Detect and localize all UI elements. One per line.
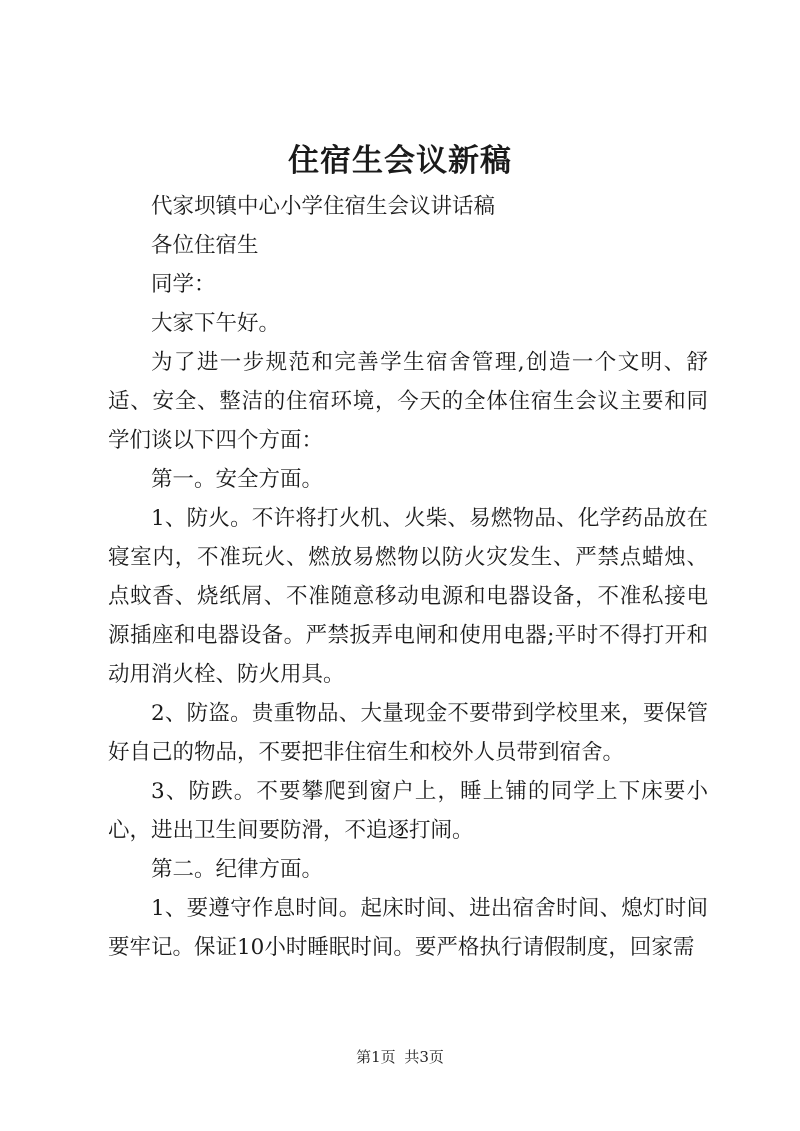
total-pages: 共3页: [404, 1048, 444, 1066]
document-body: [108, 187, 708, 967]
section-heading-discipline: 第二。纪律方面。: [151, 857, 324, 882]
paragraph-fire-prevention: 1、防火。不许将打火机、火柴、易燃物品、化学药品放在寝室内，不准玩火、燃放易燃物以防火灾发生、严禁点蜡烛、点蚊香、烧纸屑、不准随意移动电源和电器设备，不准私接电源插座和电器设备。严禁扳弄电闸和使用电器;平时不得打开和动用消火栓、防火用具。: [108, 506, 708, 687]
paragraph-greeting: 大家下午好。: [151, 311, 281, 336]
page-footer: [0, 1047, 800, 1067]
paragraph-salutation-2: 同学：: [151, 272, 216, 297]
section-heading-safety: 第一。安全方面。: [151, 467, 324, 492]
paragraph-schedule: 1、要遵守作息时间。起床时间、进出宿舍时间、熄灯时间要牢记。保证10小时睡眠时间。要严格执行请假制度，回家需: [108, 896, 708, 960]
paragraph-heading-school: 代家坝镇中心小学住宿生会议讲话稿: [151, 194, 496, 219]
paragraph-theft-prevention: 2、防盗。贵重物品、大量现金不要带到学校里来，要保管好自己的物品，不要把非住宿生和校外人员带到宿舍。: [108, 701, 708, 765]
paragraph-fall-prevention: 3、防跌。不要攀爬到窗户上，睡上铺的同学上下床要小心，进出卫生间要防滑，不追逐打闹。: [108, 779, 708, 843]
page-number: 第1页: [356, 1048, 396, 1066]
paragraph-intro: 为了进一步规范和完善学生宿舍管理,创造一个文明、舒适、安全、整洁的住宿环境，今天的全体住宿生会议主要和同学们谈以下四个方面：: [108, 350, 708, 453]
page-title: 住宿生会议新稿: [288, 143, 512, 179]
paragraph-salutation: 各位住宿生: [151, 233, 259, 258]
